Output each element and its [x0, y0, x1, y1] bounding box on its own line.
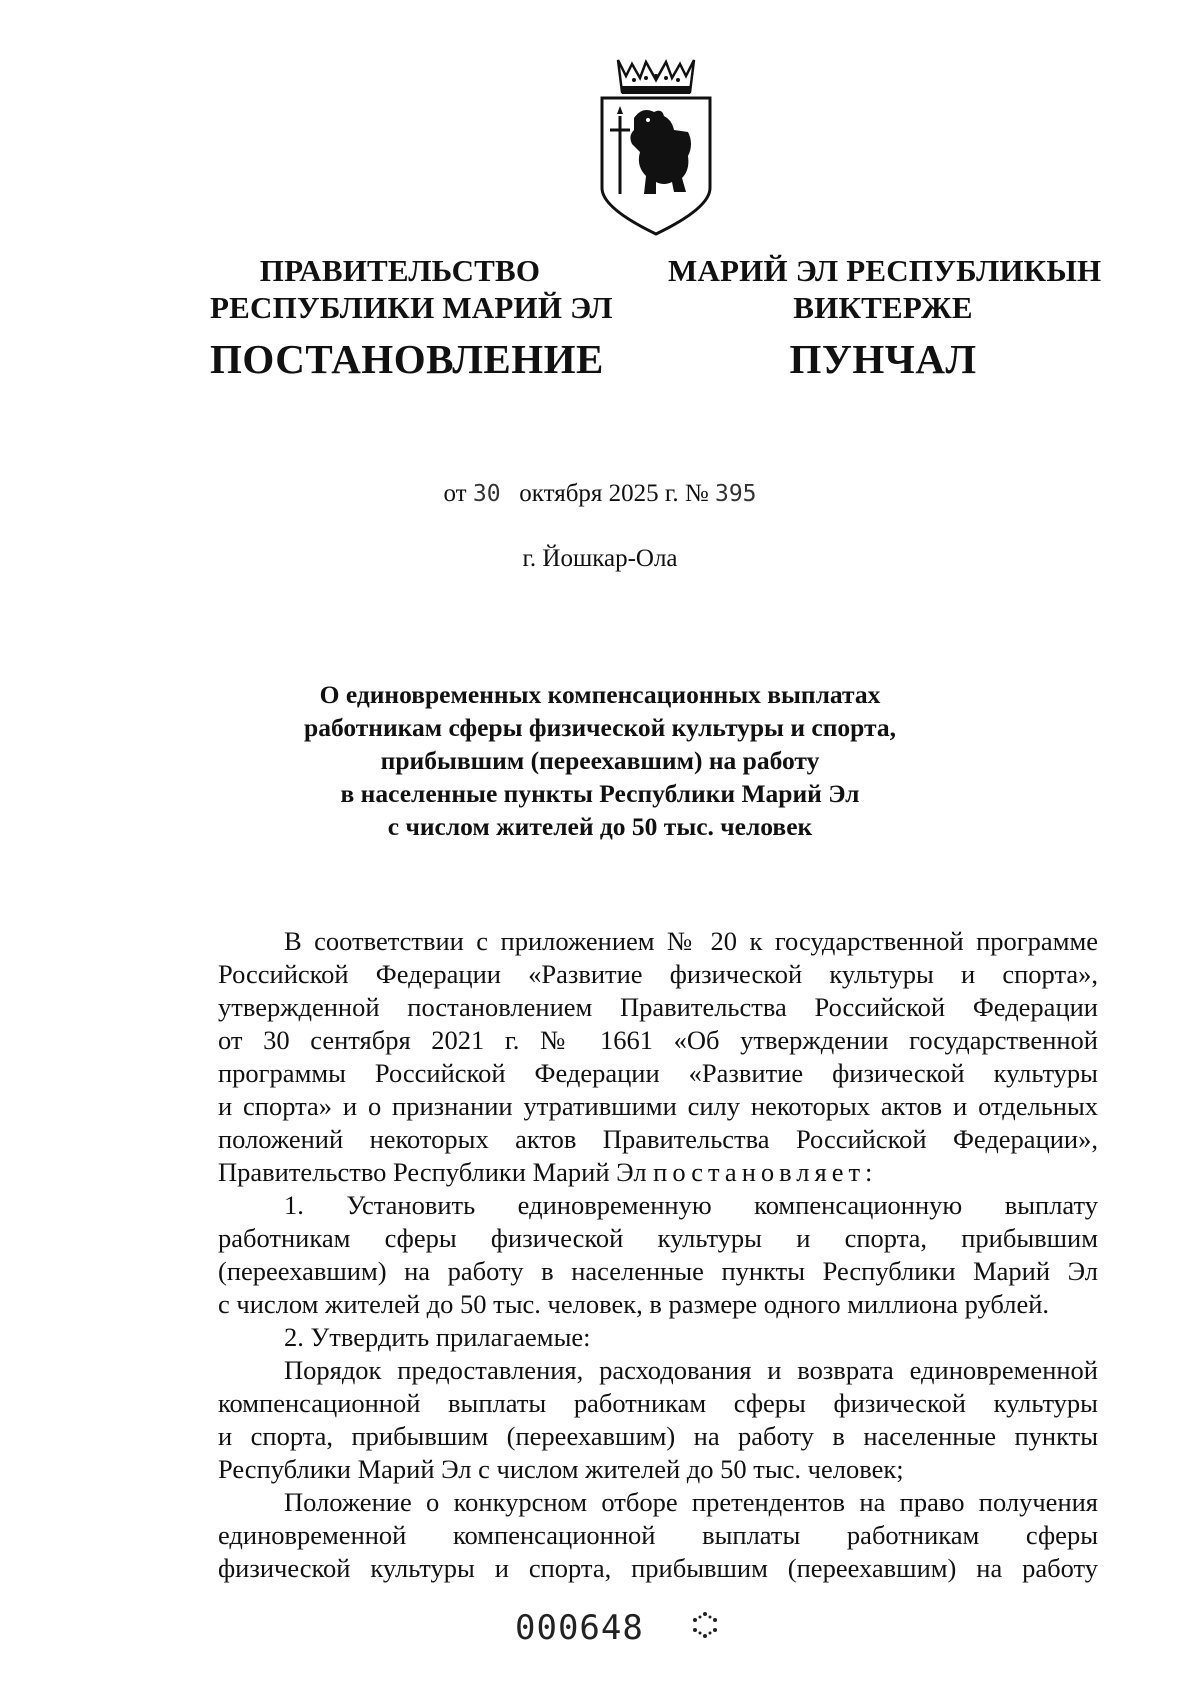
title-line: О единовременных компенсационных выплатах: [319, 680, 881, 709]
org-name-mari-line1: МАРИЙ ЭЛ РЕСПУБЛИКЫН: [668, 253, 1102, 288]
doc-type-mari: ПУНЧАЛ: [789, 336, 977, 382]
preamble-line: утвержденной постановлением Правительства Российской Федерации: [218, 992, 1098, 1022]
order-line: и спорта, прибывшим (переехавшим) на работу в населенные пункты: [218, 1421, 1098, 1451]
org-name-mari-line2: ВИКТЕРЖЕ: [793, 290, 973, 325]
date-line: [0, 480, 1200, 508]
title-line: работникам сферы физической культуры и спорта,: [304, 713, 896, 742]
title-line: с числом жителей до 50 тыс. человек: [387, 812, 813, 841]
document-number: 395: [714, 481, 757, 507]
item1-line: с числом жителей до 50 тыс. человек, в размере одного миллиона рублей.: [218, 1289, 1050, 1319]
order-line: компенсационной выплаты работникам сферы физической культуры: [218, 1388, 1098, 1418]
preamble-subject: Правительство Республики Марий Эл: [218, 1157, 647, 1187]
org-name-ru-line2: РЕСПУБЛИКИ МАРИЙ ЭЛ: [210, 290, 613, 325]
item1-line: работникам сферы физической культуры и спорта, прибывшим: [218, 1223, 1098, 1253]
regulation-line: Положение о конкурсном отборе претендентов на право получения: [284, 1487, 1098, 1517]
preamble-line: Российской Федерации «Развитие физической культуры и спорта»,: [218, 959, 1098, 989]
order-line: Порядок предоставления, расходования и возврата единовременной: [284, 1355, 1098, 1385]
date-month-year: октября 2025 г. №: [519, 480, 709, 507]
preamble-line: положений некоторых актов Правительства Российской Федерации»,: [218, 1124, 1098, 1154]
header-right: [668, 252, 1102, 382]
title-line: в населенные пункты Республики Марий Эл: [340, 779, 860, 808]
coat-of-arms-icon: [590, 58, 722, 236]
header-left: [210, 252, 613, 382]
serial-number: 000648: [515, 1608, 644, 1648]
preamble-line: В соответствии с приложением № 20 к государственной программе: [284, 926, 1098, 956]
order-line: Республики Марий Эл с числом жителей до 50 тыс. человек;: [218, 1454, 904, 1484]
decree-word: постановляет:: [653, 1157, 878, 1187]
title-line: прибывшим (переехавшим) на работу: [380, 746, 820, 775]
item1-line: 1. Установить единовременную компенсационную выплату: [284, 1190, 1098, 1220]
item2-line: 2. Утвердить прилагаемые:: [284, 1322, 591, 1352]
preamble-line: и спорта» и о признании утратившими силу некоторых актов и отдельных: [218, 1091, 1098, 1121]
org-name-ru-line1: ПРАВИТЕЛЬСТВО: [259, 253, 541, 288]
document-body: [218, 925, 1098, 1585]
document-title: [0, 678, 1200, 843]
date-day: 30: [472, 481, 501, 507]
date-prefix: от: [443, 480, 467, 507]
regulation-line: физической культуры и спорта, прибывшим (переехавшим) на работу: [218, 1553, 1098, 1583]
preamble-line: от 30 сентября 2021 г. № 1661 «Об утверждении государственной: [218, 1025, 1098, 1055]
preamble-last-line: [218, 1156, 1098, 1189]
city: г. Йошкар-Ола: [522, 545, 678, 572]
dotted-star-icon: [690, 1608, 720, 1642]
item1-line: (переехавшим) на работу в населенные пункты Республики Марий Эл: [218, 1256, 1098, 1286]
doc-type-ru: ПОСТАНОВЛЕНИЕ: [210, 336, 604, 382]
preamble-line: программы Российской Федерации «Развитие физической культуры: [218, 1058, 1098, 1088]
regulation-line: единовременной компенсационной выплаты работникам сферы: [218, 1520, 1098, 1550]
